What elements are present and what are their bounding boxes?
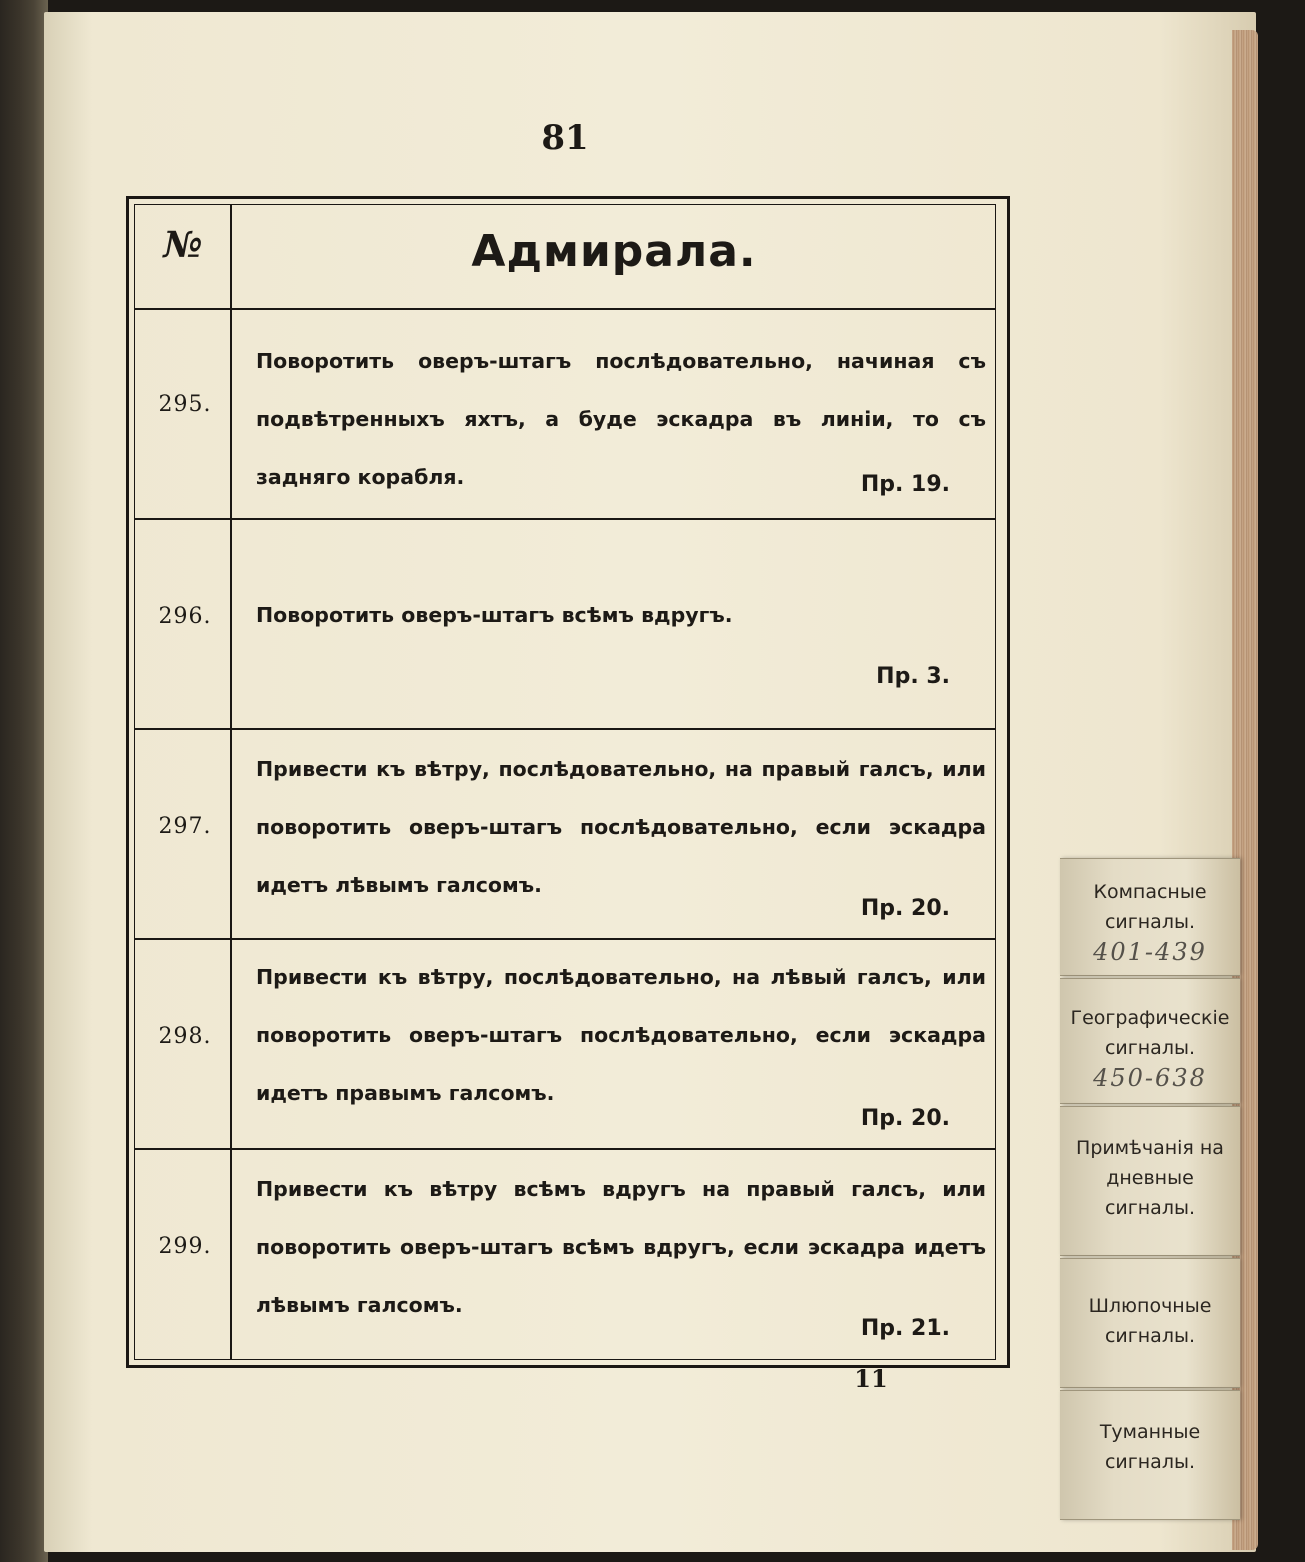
tab-day-signal-notes[interactable] — [1060, 1106, 1240, 1256]
signal-number: 299. — [158, 1234, 212, 1259]
handwritten-note: 401-439 — [1093, 938, 1207, 966]
tab-fog-signals[interactable] — [1060, 1390, 1240, 1520]
tab-label: Шлюпочные — [1088, 1295, 1212, 1317]
tab-compass-signals[interactable] — [1060, 858, 1240, 976]
header-rule — [134, 308, 996, 310]
tab-label: дневные — [1106, 1167, 1194, 1189]
handwritten-note: 450-638 — [1093, 1064, 1207, 1092]
book-spine — [0, 0, 48, 1562]
signal-number: 298. — [158, 1024, 212, 1049]
signal-reference: Пр. 3. — [876, 664, 950, 689]
signal-number: 295. — [158, 392, 212, 417]
tab-label: сигналы. — [1104, 1451, 1196, 1473]
tab-label: сигналы. — [1104, 1037, 1196, 1059]
signature-number: 11 — [854, 1364, 888, 1393]
column-divider — [230, 204, 232, 1360]
tab-label: сигналы. — [1104, 911, 1196, 933]
signal-text: Привести къ вѣтру, послѣдовательно, на правый галсъ, или поворотить оверъ-штагъ послѣдовательно, если эскадра идетъ лѣвымъ галсомъ. — [256, 757, 986, 897]
signal-number: 297. — [158, 814, 212, 839]
tab-boat-signals[interactable] — [1060, 1258, 1240, 1388]
tab-label: Примѣчанія на — [1076, 1137, 1224, 1159]
tab-label: Географическіе — [1070, 1007, 1230, 1029]
signal-text: Привести къ вѣтру всѣмъ вдругъ на правый галсъ, или поворотить оверъ-штагъ всѣмъ вдругъ, если эскадра идетъ лѣвымъ галсомъ. — [256, 1177, 986, 1317]
tab-label: Туманные — [1099, 1421, 1201, 1443]
signal-reference: Пр. 20. — [860, 1106, 950, 1131]
row-rule — [134, 518, 996, 520]
signal-reference: Пр. 20. — [860, 896, 950, 921]
tab-label: Компасные — [1093, 881, 1207, 903]
column-header-number: № — [163, 224, 203, 266]
signal-text: Поворотить оверъ-штагъ всѣмъ вдругъ. — [256, 603, 733, 627]
signal-reference: Пр. 21. — [860, 1316, 950, 1341]
signal-number: 296. — [158, 604, 212, 629]
signal-text: Привести къ вѣтру, послѣдовательно, на лѣвый галсъ, или поворотить оверъ-штагъ послѣдовательно, если эскадра идетъ правымъ галсомъ. — [256, 965, 986, 1105]
signal-reference: Пр. 19. — [860, 472, 950, 497]
tab-geographic-signals[interactable] — [1060, 978, 1240, 1104]
tab-label: сигналы. — [1104, 1197, 1196, 1219]
signal-text: Поворотить оверъ-штагъ послѣдовательно, начиная съ подвѣтренныхъ яхтъ, а буде эскадра въ линіи, то съ задняго корабля. — [256, 349, 986, 489]
row-rule — [134, 1148, 996, 1150]
tab-label: сигналы. — [1104, 1325, 1196, 1347]
row-rule — [134, 728, 996, 730]
column-header-title: Адмирала. — [471, 226, 757, 277]
page-number: 81 — [541, 118, 589, 158]
row-rule — [134, 938, 996, 940]
